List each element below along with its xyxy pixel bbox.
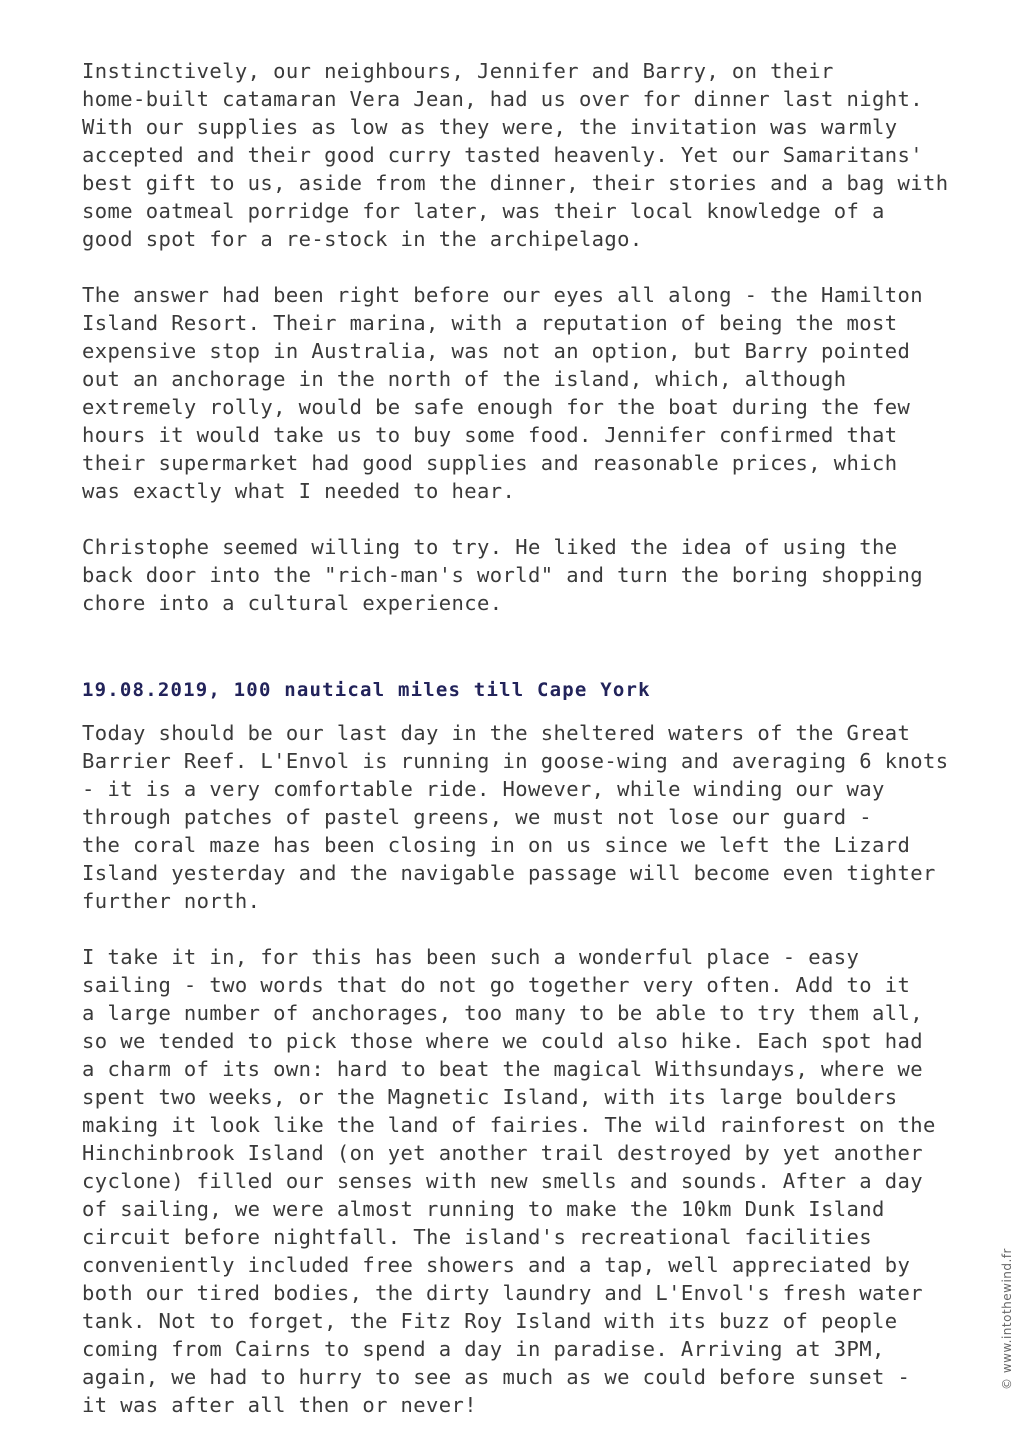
paragraph-great-barrier-reef: Today should be our last day in the sheltered waters of the Great Barrier Reef. L'Envol is running in goose-wing and averaging 6 knots - it is a very comfortable ride. However, while winding our way through patches of pastel greens, we must not lose our guard - the coral maze has been closing in on us since we left the Lizard Island yesterday and the navigable passage will become even tighter further north.	[82, 721, 949, 913]
paragraph-hamilton-island: The answer had been right before our eyes all along - the Hamilton Island Resort. Their marina, with a reputation of being the most expensive stop in Australia, was not an option, but Barry pointed out an anchorage in the north of the island, which, although extremely rolly, would be safe enough for the boat during the few hours it would take us to buy some food. Jennifer confirmed that their supermarket had good supplies and reasonable prices, which was exactly what I needed to hear.	[82, 283, 923, 503]
paragraph-christophe: Christophe seemed willing to try. He liked the idea of using the back door into the "rich-man's world" and turn the boring shopping chore into a cultural experience.	[82, 535, 923, 615]
paragraph-wonderful-place: I take it in, for this has been such a wonderful place - easy sailing - two words that do not go together very often. Add to it a large number of anchorages, too many to be able to try them all, so we tended to pick those where we could also hike. Each spot had a charm of its own: hard to beat the magical Withsundays, where we spent two weeks, or the Magnetic Island, with its large boulders making it look like the land of fairies. The wild rainforest on the Hinchinbrook Island (on yet another trail destroyed by yet another cyclone) filled our senses with new smells and sounds. After a day of sailing, we were almost running to make the 10km Dunk Island circuit before nightfall. The island's recreational facilities conveniently included free showers and a tap, well appreciated by both our tired bodies, the dirty laundry and L'Envol's fresh water tank. Not to forget, the Fitz Roy Island with its buzz of people coming from Cairns to spend a day in paradise. Arriving at 3PM, again, we had to hurry to see as much as we could before sunset - it was after all then or never!	[82, 945, 936, 1417]
paragraph-dinner-invitation: Instinctively, our neighbours, Jennifer and Barry, on their home-built catamaran Vera Jean, had us over for dinner last night. With our supplies as low as they were, the invitation was warmly accepted and their good curry tasted heavenly. Yet our Samaritans' best gift to us, aside from the dinner, their stories and a bag with some oatmeal porridge for later, was their local knowledge of a good spot for a re-stock in the archipelago.	[82, 59, 949, 251]
journal-entry-heading: 19.08.2019, 100 nautical miles till Cape York	[82, 679, 651, 701]
copyright-watermark: © www.intothewind.fr	[1000, 1248, 1014, 1390]
